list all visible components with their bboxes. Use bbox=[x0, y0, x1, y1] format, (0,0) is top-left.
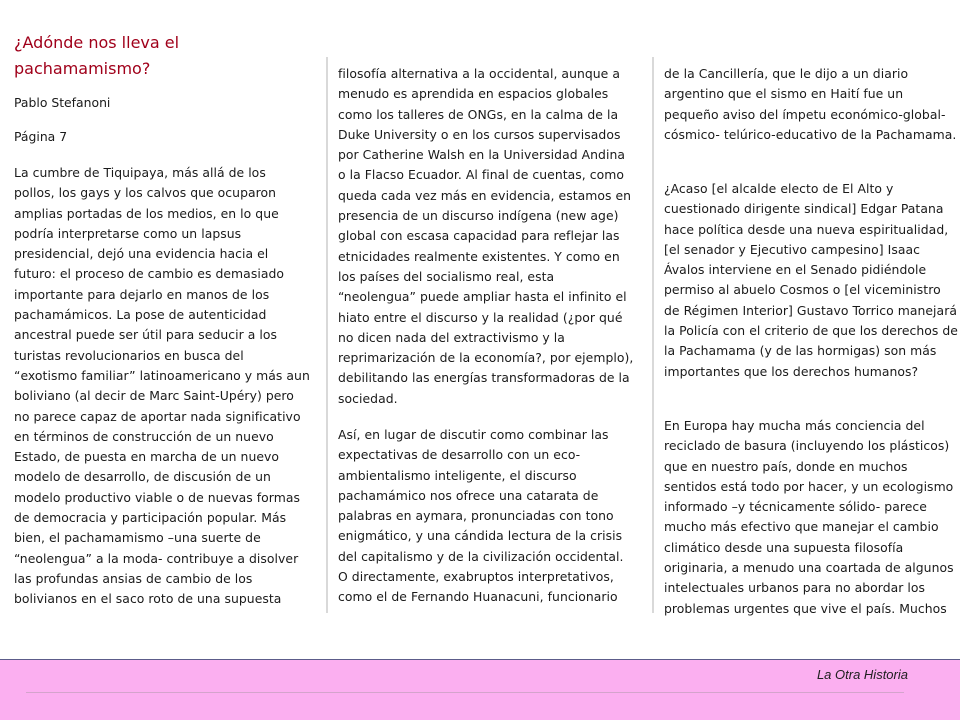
article-author: Pablo Stefanoni bbox=[14, 95, 111, 110]
paragraph: ¿Acaso [el alcalde electo de El Alto y cuestionado dirigente sindical] Edgar Patana hace política desde una nueva espiritualidad, [el senador y Ejecutivo campesino] Isaac Ávalos interviene en el Senado pidiéndole permiso al abuelo Cosmos o [el viceministro de Régimen Interior] Gustavo Torrico manejará la Policía con el criterio de que los derechos de la Pachamama (y de las hormigas) son más importantes que los derechos humanos? bbox=[664, 181, 958, 379]
paragraph: Así, en lugar de discutir como combinar las expectativas de desarrollo con un eco-ambientalismo inteligente, el discurso pachamámico nos ofrece una catarata de palabras en aymara, pronunciadas con tono enigmático, y una cándida lectura de la crisis del capitalismo y de la civilización occidental. O directamente, exabruptos interpretativos, como el de Fernando Huanacuni, funcionario bbox=[338, 427, 624, 605]
paragraph: La cumbre de Tiquipaya, más allá de los pollos, los gays y los calvos que ocuparon amplias portadas de los medios, en lo que podría interpretarse como un lapsus presidencial, dejó una evidencia hacia el futuro: el proceso de cambio es demasiado importante para dejarlo en manos de los pachamámicos. La pose de autenticidad ancestral puede ser útil para seducir a los turistas revolucionarios en busca del “exotismo familiar” latinoamericano y más aun boliviano (al decir de Marc Saint-Upéry) pero no parece capaz de aportar nada significativo en términos de construcción de un nuevo Estado, de puesta en marcha de un nuevo modelo de desarrollo, de discusión de un modelo productivo viable o de nuevas formas de democracia y participación popular. Más bien, el pachamamismo –una suerte de “neolengua” a la moda- contribuye a disolver las profundas ansias de cambio de los bolivianos en el saco roto de una supuesta bbox=[14, 165, 310, 607]
footer-bar bbox=[0, 660, 960, 720]
column-divider bbox=[326, 57, 328, 613]
paragraph: filosofía alternativa a la occidental, aunque a menudo es aprendida en espacios globales como los talleres de ONGs, en la calma de la Duke University o en los cursos supervisados por Catherine Walsh en la Universidad Andina o la Flacso Ecuador. Al final de cuentas, como queda cada vez más en evidencia, estamos en presencia de un discurso indígena (new age) global con escasa capacidad para reflejar las etnicidades realmente existentes. Y como en los países del socialismo real, esta “neolengua” puede ampliar hasta el infinito el hiato entre el discurso y la realidad (¿por qué no dicen nada del extractivismo y la reprimarización de la economía?, por ejemplo), debilitando las energías transformadoras de la sociedad. bbox=[338, 66, 634, 406]
column-divider bbox=[652, 57, 654, 613]
paragraph: de la Cancillería, que le dijo a un diario argentino que el sismo en Haití fue un pequeño aviso del ímpetu económico-global-cósmico- telúrico-educativo de la Pachamama. bbox=[664, 66, 957, 142]
footer-divider bbox=[26, 692, 904, 693]
paragraph: En Europa hay mucha más conciencia del reciclado de basura (incluyendo los plásticos) que en nuestro país, donde en muchos sentidos está todo por hacer, y un ecologismo informado –y técnicamente sólido- parece mucho más efectivo que manejar el cambio climático desde una supuesta filosofía originaria, a menudo una coartada de algunos intelectuales urbanos para no abordar los problemas urgentes que vive el país. Muchos bbox=[664, 418, 954, 616]
article-title: ¿Adónde nos lleva el pachamamismo? bbox=[14, 33, 180, 78]
footer-label: La Otra Historia bbox=[816, 667, 908, 682]
article-page: Página 7 bbox=[14, 129, 68, 144]
